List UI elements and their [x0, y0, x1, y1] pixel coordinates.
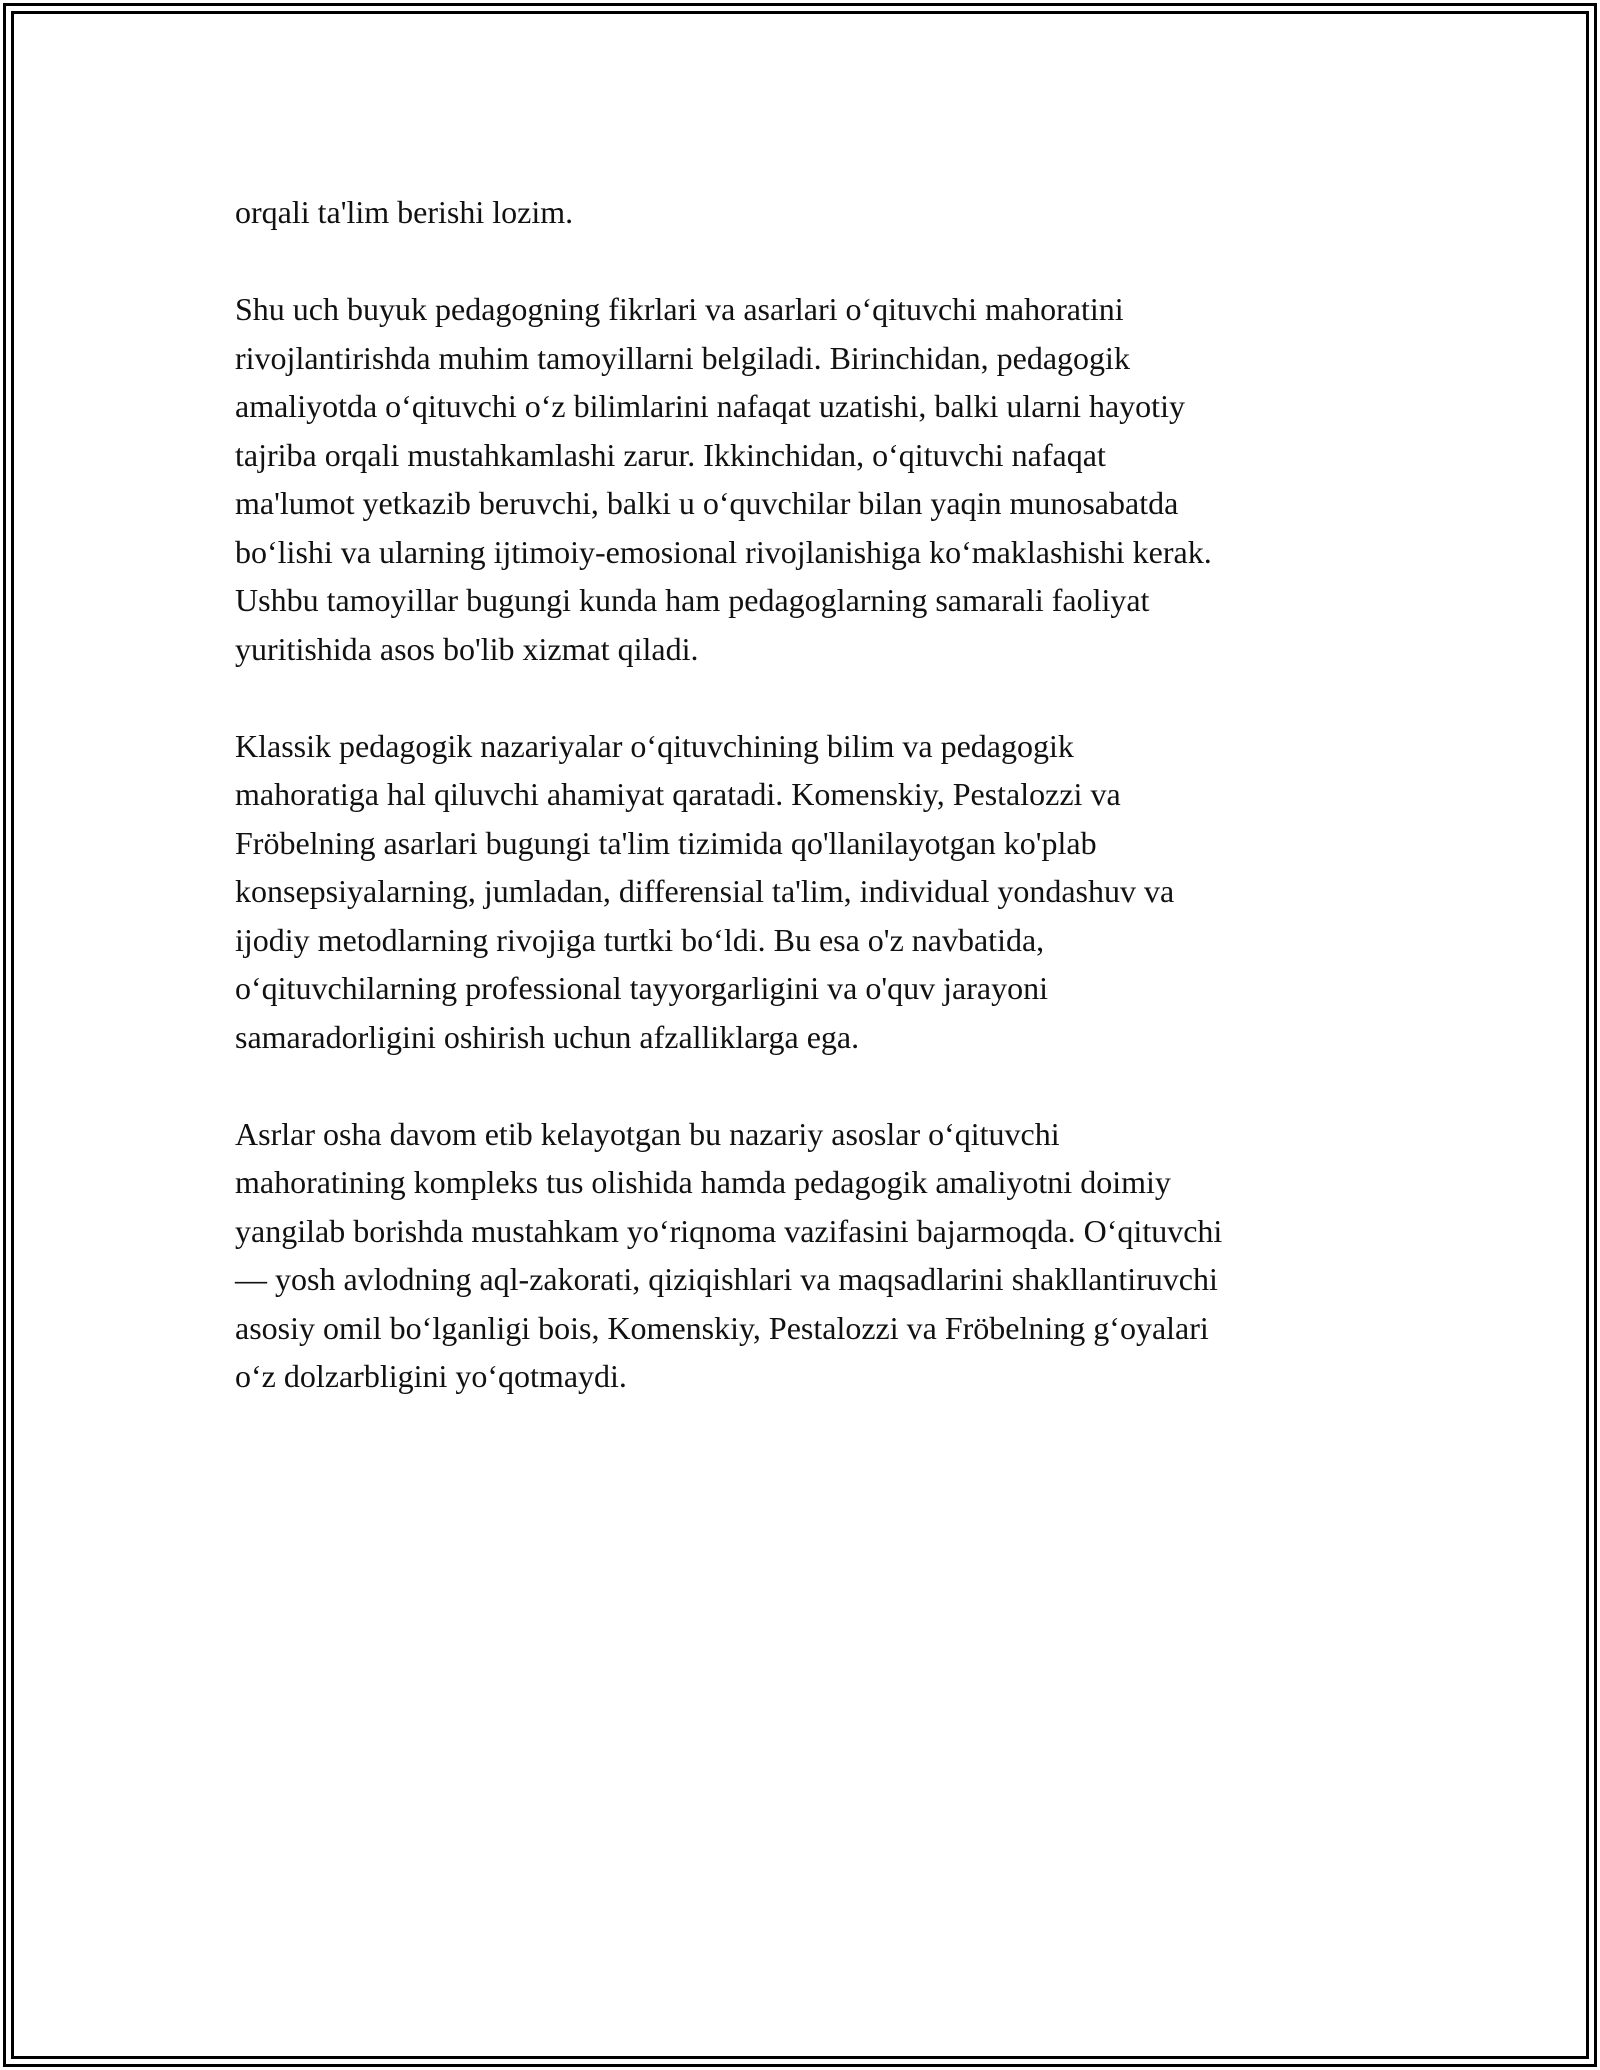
paragraph-1: orqali ta'lim berishi lozim.: [235, 194, 574, 230]
paragraph-2: Shu uch buyuk pedagogning fikrlari va asarlari o‘qituvchi mahoratini rivojlantirishda muhim tamoyillarni belgiladi. Birinchidan, pedagogik amaliyotda o‘qituvchi o‘z bilimlarini nafaqat uzatishi, balki ularni hayotiy tajriba orqali mustahkamlashi zarur. Ikkinchidan, o‘qituvchi nafaqat ma'lumot yetkazib beruvchi, balki u o‘quvchilar bilan yaqin munosabatda bo‘lishi va ularning ijtimoiy-emosional rivojlanishiga ko‘maklashishi kerak. Ushbu tamoyillar bugungi kunda ham pedagoglarning samarali faoliyat yuritishida asos bo'lib xizmat qiladi.: [235, 291, 1212, 667]
paragraph-4: Asrlar osha davom etib kelayotgan bu nazariy asoslar o‘qituvchi mahoratining kompleks tus olishida hamda pedagogik amaliyotni doimiy yangilab borishda mustahkam yo‘riqnoma vazifasini bajarmoqda. O‘qituvchi — yosh avlodning aql-zakorati, qiziqishlari va maqsadlarini shakllantiruvchi asosiy omil bo‘lganligi bois, Komenskiy, Pestalozzi va Fröbelning g‘oyalari o‘z dolzarbligini yo‘qotmaydi.: [235, 1115, 1223, 1394]
document-body: [235, 188, 1375, 1449]
paragraph-3: Klassik pedagogik nazariyalar o‘qituvchining bilim va pedagogik mahoratiga hal qiluvchi ahamiyat qaratadi. Komenskiy, Pestalozzi va Fröbelning asarlari bugungi ta'lim tizimida qo'llanilayotgan ko'plab konsepsiyalarning, jumladan, differensial ta'lim, individual yondashuv va ijodiy metodlarning rivojiga turtki bo‘ldi. Bu esa o'z navbatida, o‘qituvchilarning professional tayyorgarligini va o'quv jarayoni samaradorligini oshirish uchun afzalliklarga ega.: [235, 727, 1175, 1055]
